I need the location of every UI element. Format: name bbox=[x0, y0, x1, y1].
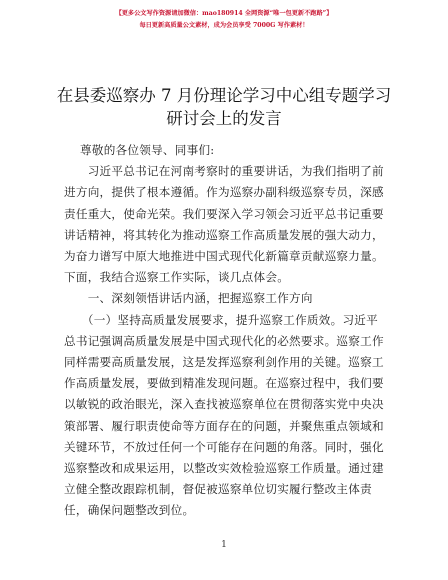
section-heading: （一）坚持高质量发展要求，提升巡察工作质效。习近平 bbox=[64, 312, 378, 327]
body-line: 讲话精神，将其转化为推动巡察工作高质量发展的强大动力， bbox=[64, 227, 384, 242]
body-line: 责任重大，使命光荣。我们要深入学习领会习近平总书记重要 bbox=[64, 206, 384, 221]
body-line: 习近平总书记在河南考察时的重要讲话，为我们指明了前 bbox=[64, 164, 384, 179]
body-line: 关键环节，不放过任何一个可能存在问题的角落。同时，强化 bbox=[64, 439, 384, 454]
body-line: 策部署、履行职责使命等方面存在的问题，并聚焦重点领域和 bbox=[64, 418, 384, 433]
body-line: 为奋力谱写中原大地推进中国式现代化新篇章贡献巡察力量。 bbox=[64, 249, 384, 263]
body-line: 同样需要高质量发展，这是发挥巡察利剑作用的关键。巡察工 bbox=[64, 355, 384, 369]
body-line: 巡察整改和成果运用，以整改实效检验巡察工作质量。通过建 bbox=[64, 461, 384, 475]
document-title-line-2: 研讨会上的发言 bbox=[166, 109, 282, 128]
document-title-line-1: 在县委巡察办 7 月份理论学习中心组专题学习 bbox=[56, 86, 392, 105]
body-line: 进方向，提供了根本遵循。作为巡察办副科级巡察专员，深感 bbox=[64, 185, 384, 200]
promo-banner-line-1: 【更多公文写作资源请加微信：mao180914 全网资源“唯一包更新不跑路”】 bbox=[115, 10, 333, 17]
body-line: 总书记强调高质量发展是中国式现代化的必然要求。巡察工作 bbox=[64, 333, 384, 348]
salutation: 尊敬的各位领导、同事们: bbox=[80, 143, 215, 157]
promo-banner-line-2: 每日更新高质量公文素材，成为会员享受 7000G 写作素材！ bbox=[139, 22, 309, 29]
body-line: 以敏锐的政治眼光，深入查找被巡察单位在贯彻落实党中央决 bbox=[64, 397, 384, 412]
page-number: 1 bbox=[221, 540, 227, 550]
body-line: 一、深刻领悟讲话内涵，把握巡察工作方向 bbox=[64, 291, 313, 306]
body-line: 任，确保问题整改到位。 bbox=[64, 503, 195, 518]
body-line: 下面，我结合巡察工作实际，谈几点体会。 bbox=[64, 270, 290, 285]
body-line: 作高质量发展，要做到精准发现问题。在巡察过程中，我们要 bbox=[64, 376, 384, 391]
body-line: 立健全整改跟踪机制，督促被巡察单位切实履行整改主体责 bbox=[64, 482, 372, 497]
